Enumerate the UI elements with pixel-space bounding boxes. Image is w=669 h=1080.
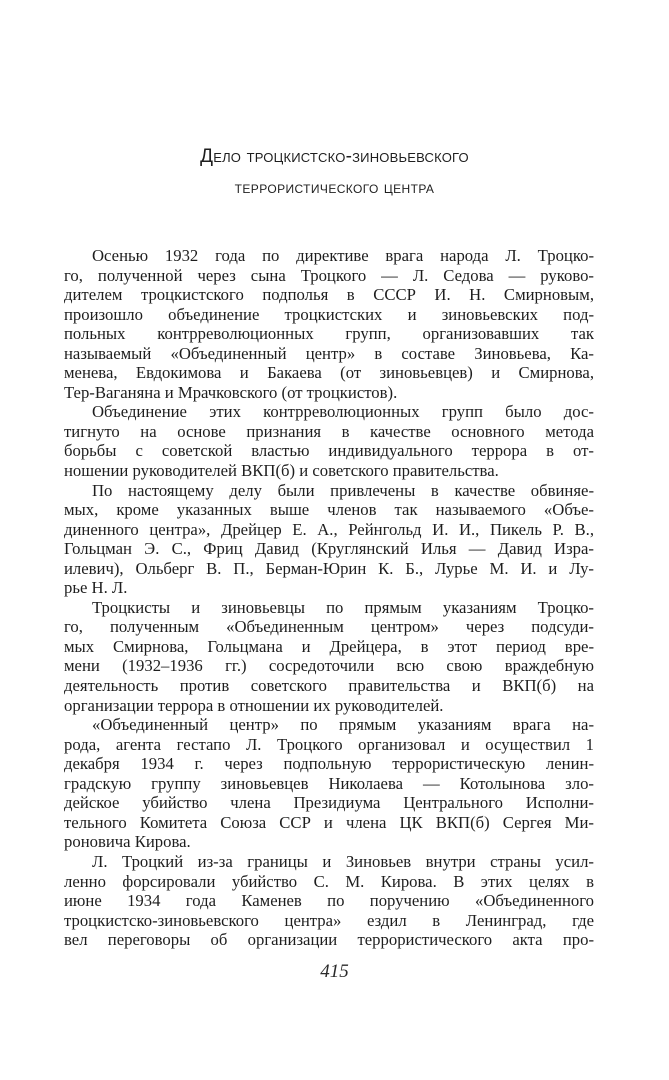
text-line: Троцкисты и зиновьевцы по прямым указаниям Троцко- <box>92 597 594 617</box>
text-line: дителем троцкистского подполья в СССР И. Н. Смирновым, <box>64 285 594 305</box>
text-line: рода, агента гестапо Л. Троцкого организовал и осуществил 1 <box>64 734 594 754</box>
text-line: диненного центра», Дрейцер Е. А., Рейнгольд И. И., Пикель Р. В., <box>64 519 594 539</box>
text-line: организации террора в отношении их руководителей. <box>64 695 444 715</box>
chapter-title-line-1: Дело троцкистско-зиновьевского <box>200 146 469 167</box>
text-line: По настоящему делу были привлечены в качестве обвиняе- <box>92 480 594 500</box>
paragraph <box>64 402 594 480</box>
text-line: произошло объединение троцкистских и зиновьевских под- <box>64 304 594 324</box>
text-line: польных контрреволюционных групп, организовавших так <box>64 324 594 344</box>
chapter-title-line-2: террористического центра <box>234 178 435 197</box>
text-line: называемый «Объединенный центр» в составе Зиновьева, Ка- <box>64 343 594 363</box>
paragraph <box>64 481 594 598</box>
paragraph <box>64 852 594 950</box>
text-line: Осенью 1932 года по директиве врага народа Л. Троцко- <box>92 246 594 265</box>
text-line: Гольцман Э. С., Фриц Давид (Круглянский Илья — Давид Изра- <box>64 539 594 559</box>
paragraph <box>64 598 594 715</box>
text-line: мых, кроме указанных выше членов так называемого «Объе- <box>64 500 594 520</box>
text-line: Тер-Ваганяна и Мрачковского (от троцкистов). <box>64 382 398 402</box>
text-line: мых Смирнова, Гольцмана и Дрейцера, в этот период вре- <box>64 636 594 656</box>
paragraph <box>64 715 594 852</box>
paragraph <box>64 246 594 402</box>
text-line: декабря 1934 г. через подпольную террористическую ленин- <box>64 754 594 774</box>
body-text <box>64 246 594 950</box>
page-number: 415 <box>320 961 349 982</box>
text-line: Л. Троцкий из-за границы и Зиновьев внутри страны усил- <box>92 851 594 871</box>
text-line: градскую группу зиновьевцев Николаева — Котолынова зло- <box>64 773 594 793</box>
text-line: июне 1934 года Каменев по поручению «Объединенного <box>64 891 594 911</box>
text-line: илевич), Ольберг В. П., Берман-Юрин К. Б., Лурье М. И. и Лу- <box>64 558 594 578</box>
text-line: тигнуто на основе признания в качестве основного метода <box>64 421 594 441</box>
text-line: го, полученным «Объединенным центром» через подсуди- <box>64 617 594 637</box>
text-line: менева, Евдокимова и Бакаева (от зиновьевцев) и Смирнова, <box>64 363 594 383</box>
text-line: роновича Кирова. <box>64 832 191 852</box>
text-line: дейское убийство члена Президиума Центрального Исполни- <box>64 793 594 813</box>
text-line: ношении руководителей ВКП(б) и советского правительства. <box>64 461 499 481</box>
text-line: рье Н. Л. <box>64 578 128 598</box>
text-line: мени (1932–1936 гг.) сосредоточили всю свою враждебную <box>64 656 594 676</box>
text-line: деятельность против советского правительства и ВКП(б) на <box>64 676 594 696</box>
text-line: Объединение этих контрреволюционных групп было дос- <box>92 402 594 422</box>
text-line: «Объединенный центр» по прямым указаниям врага на- <box>92 715 594 735</box>
text-line: го, полученной через сына Троцкого — Л. Седова — руково- <box>64 265 594 285</box>
text-line: тельного Комитета Союза ССР и члена ЦК ВКП(б) Сергея Ми- <box>64 812 594 832</box>
text-line: троцкистско-зиновьевского центра» ездил в Ленинград, где <box>64 910 594 930</box>
text-line: ленно форсировали убийство С. М. Кирова. В этих целях в <box>64 871 594 891</box>
text-line: вел переговоры об организации террористического акта про- <box>64 930 594 950</box>
text-line: борьбы с советской властью индивидуального террора в от- <box>64 441 594 461</box>
